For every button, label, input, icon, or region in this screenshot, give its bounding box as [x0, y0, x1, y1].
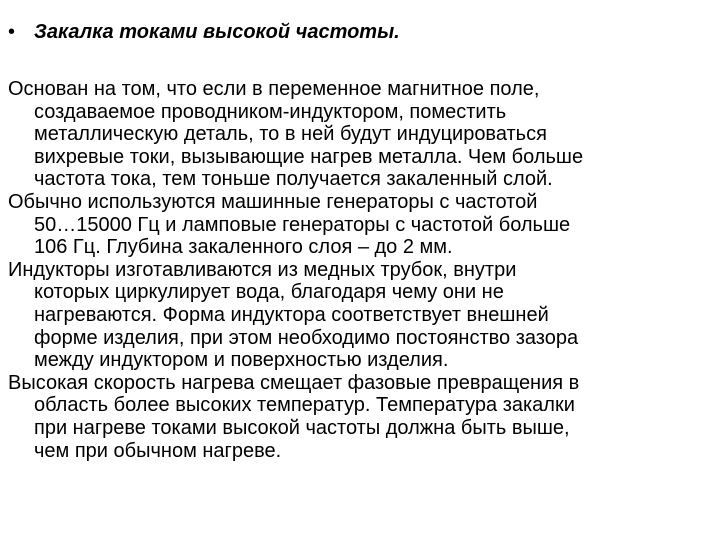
text-line: область более высоких температур. Температура закалки [34, 394, 575, 417]
text-line: форме изделия, при этом необходимо постоянство зазора [34, 326, 579, 349]
text-line: нагреваются. Форма индуктора соответствует внешней [34, 303, 549, 326]
paragraph-inductors [8, 259, 713, 372]
text-line: создаваемое проводником-индуктором, поместить [34, 100, 507, 123]
text-line: которых циркулирует вода, благодаря чему они не [34, 281, 504, 304]
heading-title: Закалка токами высокой частоты. [34, 21, 400, 43]
text-line: 106 Гц. Глубина закаленного слоя – до 2 мм. [34, 236, 453, 259]
text-line: металлическую деталь, то в ней будут индуцироваться [34, 123, 547, 146]
text-line: Основан на том, что если в переменное магнитное поле, [8, 78, 540, 100]
text-line: Обычно используются машинные генераторы с частотой [8, 190, 538, 213]
text-line: Высокая скорость нагрева смещает фазовые превращения в [8, 371, 580, 394]
text-line: частота тока, тем тоньше получается закаленный слой. [34, 168, 553, 191]
bullet-icon: • [8, 21, 16, 43]
paragraph-generators [8, 191, 713, 259]
text-line: между индуктором и поверхностью изделия. [34, 349, 449, 372]
text-line: вихревые токи, вызывающие нагрев металла. Чем больше [34, 145, 584, 168]
text-line: чем при обычном нагреве. [34, 439, 282, 462]
slide-heading [8, 20, 400, 44]
text-line: Индукторы изготавливаются из медных трубок, внутри [8, 258, 517, 281]
paragraph-principle [8, 78, 713, 191]
body-text [8, 78, 713, 462]
paragraph-heating-rate [8, 372, 713, 462]
text-line: при нагреве токами высокой частоты должна быть выше, [34, 416, 570, 439]
text-line: 50…15000 Гц и ламповые генераторы с частотой больше [34, 213, 571, 236]
